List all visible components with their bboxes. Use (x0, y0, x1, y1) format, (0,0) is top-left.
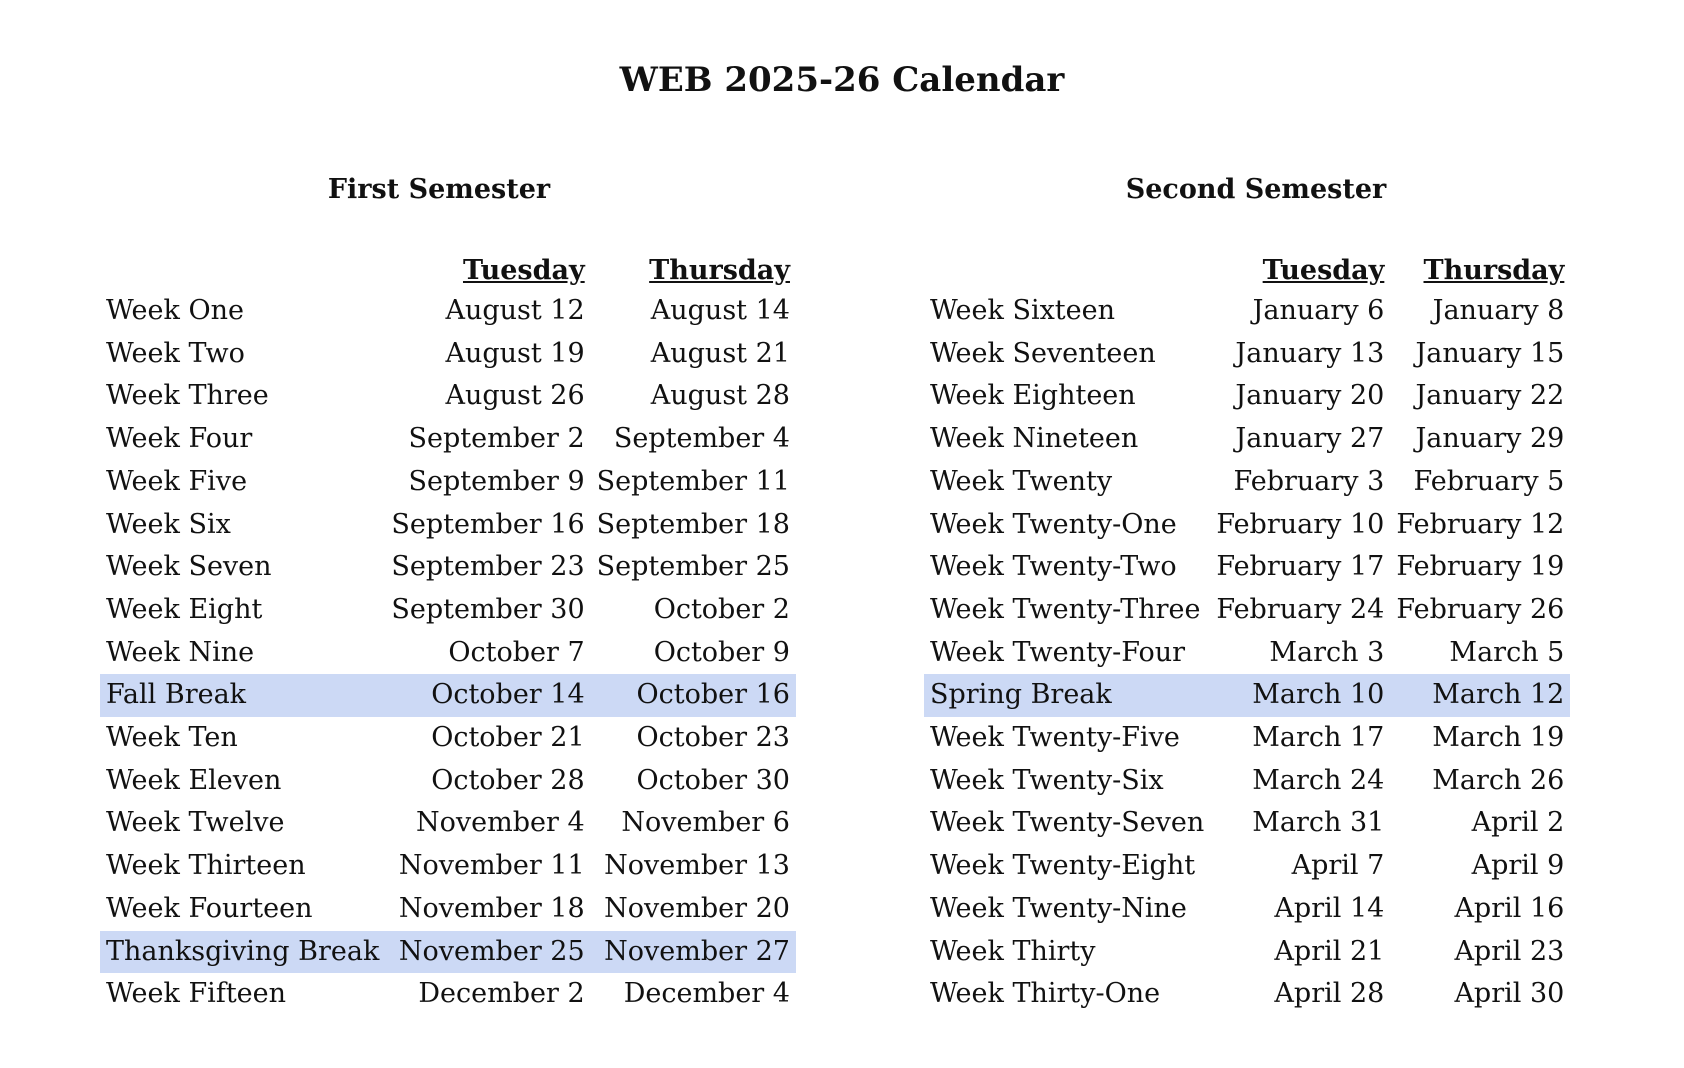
table-row (100, 418, 796, 461)
week-label: Week Eleven (106, 764, 282, 796)
table-header-row (924, 252, 1570, 290)
tuesday-date: February 17 (1216, 551, 1385, 583)
table-row (924, 717, 1570, 760)
tuesday-date: February 10 (1216, 508, 1385, 540)
thursday-date: December 4 (623, 978, 790, 1010)
week-column-header (924, 252, 1210, 290)
week-label: Week Seven (106, 551, 272, 583)
semester-title: First Semester (327, 174, 551, 205)
thursday-date: April 2 (1471, 807, 1565, 839)
tuesday-date: September 9 (408, 465, 585, 497)
table-row (924, 802, 1570, 845)
tuesday-date: April 14 (1274, 892, 1385, 924)
thursday-date: September 25 (596, 551, 790, 583)
thursday-date: March 19 (1432, 722, 1565, 754)
thursday-date: April 23 (1454, 935, 1565, 967)
tuesday-date: November 18 (398, 892, 585, 924)
tuesday-column-header: Tuesday (462, 255, 585, 286)
break-row (100, 931, 796, 974)
tuesday-date: April 7 (1291, 850, 1385, 882)
week-label: Week Twenty-One (930, 508, 1177, 540)
tuesday-date: March 3 (1269, 636, 1385, 668)
week-label: Week Twenty-Nine (930, 892, 1187, 924)
week-label: Week Five (106, 465, 248, 497)
thursday-date: September 4 (613, 423, 790, 455)
week-label: Week Thirteen (106, 850, 306, 882)
thursday-date: April 9 (1471, 850, 1565, 882)
week-label: Spring Break (924, 674, 1210, 717)
tuesday-date: September 23 (391, 551, 585, 583)
thursday-date: April 16 (1454, 892, 1565, 924)
thursday-date: February 5 (1413, 465, 1565, 497)
thursday-date: October 16 (591, 674, 796, 717)
tuesday-date: September 30 (391, 593, 585, 625)
thursday-date: April 30 (1454, 978, 1565, 1010)
week-label: Thanksgiving Break (100, 931, 385, 974)
week-label: Week Sixteen (930, 295, 1116, 326)
table-row (100, 632, 796, 675)
table-row (100, 375, 796, 418)
table-row (100, 504, 796, 547)
thursday-date: February 26 (1396, 593, 1565, 625)
thursday-date: November 20 (604, 892, 790, 924)
tuesday-date: March 10 (1210, 674, 1390, 717)
table-row (100, 589, 796, 632)
tuesday-date: August 26 (445, 380, 585, 412)
table-row (924, 845, 1570, 888)
table-row (924, 418, 1570, 461)
week-label: Week Nineteen (930, 423, 1139, 455)
week-label: Week One (106, 295, 244, 326)
table-row (924, 632, 1570, 675)
break-row (100, 674, 796, 717)
thursday-date: March 12 (1390, 674, 1570, 717)
tuesday-date: January 6 (1252, 295, 1385, 326)
tuesday-date: November 4 (416, 807, 585, 839)
thursday-date: November 13 (604, 850, 790, 882)
week-label: Week Fourteen (106, 892, 313, 924)
table-row (100, 290, 796, 333)
tuesday-date: November 25 (385, 931, 590, 974)
week-column-header (100, 252, 385, 290)
table-row (924, 333, 1570, 376)
week-label: Week Three (106, 380, 269, 412)
table-row (100, 760, 796, 803)
tuesday-date: December 2 (418, 978, 585, 1010)
tuesday-date: September 2 (408, 423, 585, 455)
thursday-date: February 19 (1396, 551, 1565, 583)
tuesday-date: March 24 (1252, 764, 1385, 796)
week-label: Week Twenty-Eight (930, 850, 1196, 882)
table-row (100, 333, 796, 376)
break-row (924, 674, 1570, 717)
tuesday-column-header: Tuesday (1262, 255, 1385, 286)
tuesday-date: August 12 (445, 295, 585, 326)
week-label: Week Twenty-Seven (930, 807, 1205, 839)
week-label: Week Twelve (106, 807, 285, 839)
thursday-date: January 15 (1415, 337, 1565, 369)
thursday-date: January 29 (1415, 423, 1565, 455)
table-row (924, 504, 1570, 547)
table-row (100, 888, 796, 931)
table-row (100, 546, 796, 589)
week-label: Week Eighteen (930, 380, 1136, 412)
thursday-date: October 9 (653, 636, 790, 668)
table-row (924, 375, 1570, 418)
week-label: Week Twenty-Four (930, 636, 1186, 668)
thursday-date: November 6 (621, 807, 790, 839)
table-row (924, 546, 1570, 589)
table-row (924, 461, 1570, 504)
table-row (924, 760, 1570, 803)
thursday-date: October 23 (636, 722, 790, 754)
tuesday-date: October 7 (448, 636, 585, 668)
second-semester-table (924, 252, 1570, 1016)
first-semester-table (100, 252, 796, 1016)
tuesday-date: April 28 (1274, 978, 1385, 1010)
thursday-column-header: Thursday (649, 255, 790, 286)
tuesday-date: October 28 (431, 764, 585, 796)
thursday-date: March 5 (1449, 636, 1565, 668)
week-label: Week Thirty (930, 935, 1096, 967)
week-label: Week Six (106, 508, 231, 540)
week-label: Week Twenty-Three (930, 593, 1201, 625)
table-row (100, 461, 796, 504)
tuesday-date: January 20 (1235, 380, 1385, 412)
week-label: Week Fifteen (106, 978, 287, 1010)
tuesday-date: February 3 (1233, 465, 1385, 497)
table-row (100, 802, 796, 845)
thursday-date: October 2 (653, 593, 790, 625)
week-label: Week Twenty-Five (930, 722, 1180, 754)
semester-title: Second Semester (1125, 174, 1387, 205)
week-label: Week Seventeen (930, 337, 1156, 369)
thursday-date: September 11 (596, 465, 790, 497)
tuesday-date: February 24 (1216, 593, 1385, 625)
thursday-date: August 28 (650, 380, 790, 412)
table-row (924, 290, 1570, 333)
tuesday-date: October 14 (385, 674, 590, 717)
table-row (100, 717, 796, 760)
week-label: Week Twenty-Six (930, 764, 1164, 796)
week-label: Week Four (106, 423, 253, 455)
tuesday-date: October 21 (431, 722, 585, 754)
table-row (924, 888, 1570, 931)
tuesday-date: January 13 (1235, 337, 1385, 369)
table-row (100, 973, 796, 1016)
week-label: Week Eight (106, 593, 263, 625)
week-label: Week Nine (106, 636, 255, 668)
tuesday-date: April 21 (1274, 935, 1385, 967)
week-label: Week Ten (106, 722, 238, 754)
thursday-date: January 8 (1432, 295, 1565, 326)
thursday-date: October 30 (636, 764, 790, 796)
tuesday-date: September 16 (391, 508, 585, 540)
thursday-date: March 26 (1432, 764, 1565, 796)
table-header-row (100, 252, 796, 290)
tuesday-date: March 31 (1252, 807, 1385, 839)
table-row (924, 931, 1570, 974)
tuesday-date: August 19 (445, 337, 585, 369)
page-title: WEB 2025-26 Calendar (619, 60, 1065, 100)
thursday-date: August 21 (650, 337, 790, 369)
week-label: Week Twenty-Two (930, 551, 1177, 583)
week-label: Fall Break (100, 674, 385, 717)
week-label: Week Twenty (930, 465, 1113, 497)
tuesday-date: March 17 (1252, 722, 1385, 754)
thursday-date: January 22 (1415, 380, 1565, 412)
week-label: Week Thirty-One (930, 978, 1161, 1010)
week-label: Week Two (106, 337, 245, 369)
thursday-column-header: Thursday (1423, 255, 1565, 286)
tuesday-date: November 11 (398, 850, 585, 882)
table-row (100, 845, 796, 888)
thursday-date: November 27 (591, 931, 796, 974)
table-row (924, 589, 1570, 632)
tuesday-date: January 27 (1235, 423, 1385, 455)
thursday-date: February 12 (1396, 508, 1565, 540)
table-row (924, 973, 1570, 1016)
thursday-date: August 14 (650, 295, 790, 326)
thursday-date: September 18 (596, 508, 790, 540)
